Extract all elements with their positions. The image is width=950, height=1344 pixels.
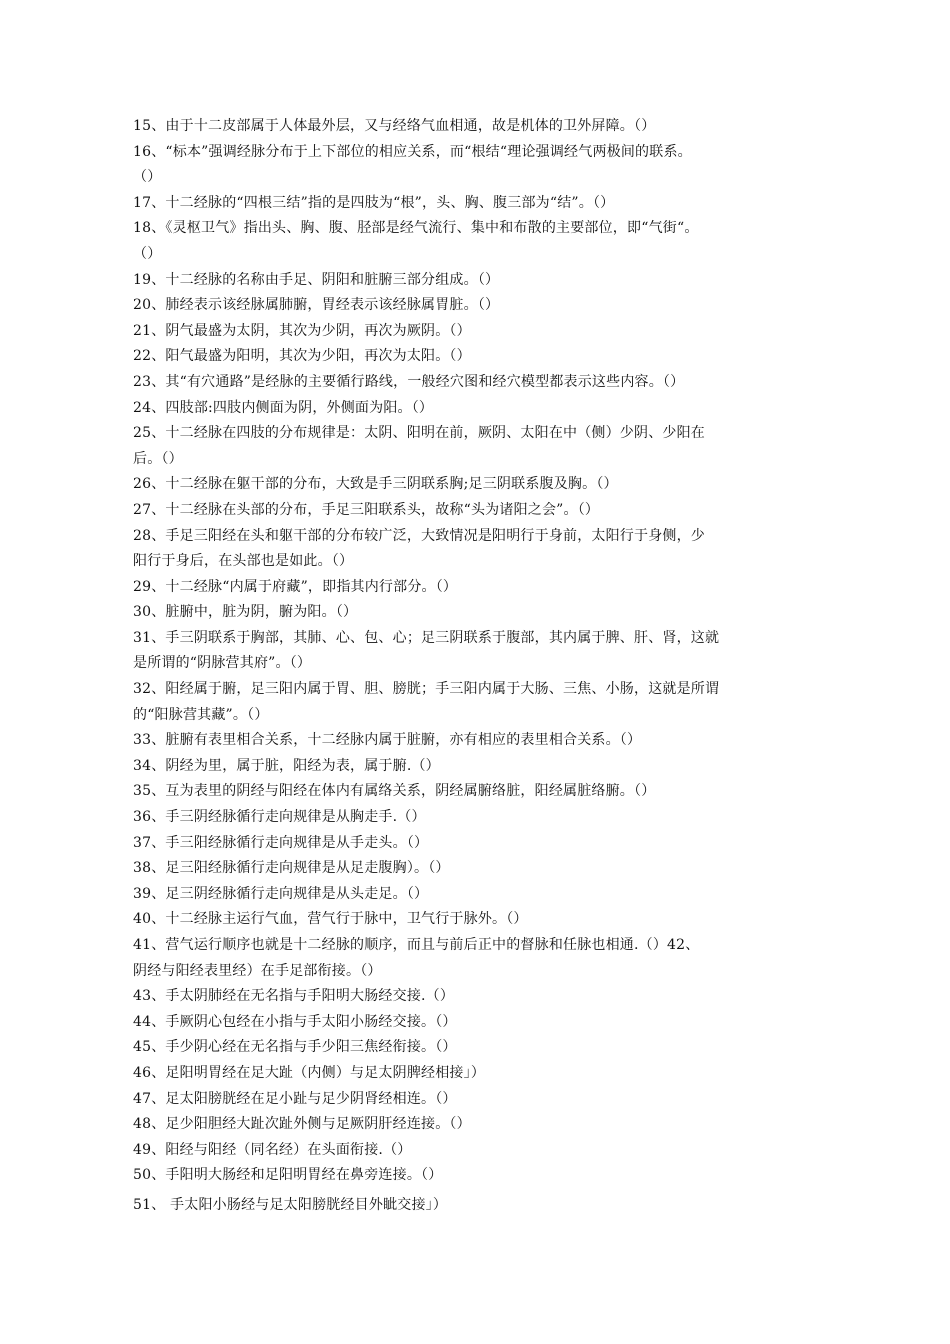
text-line: 阳行于身后，在头部也是如此。（） [133,553,354,570]
text-line: 17、十二经脉的“四根三结”指的是四肢为“根”，头、胸、腹三部为“结”。（） [133,194,615,211]
text-line: 阴经与阳经表里经）在手足部衔接。（） [133,962,382,979]
text-line: 29、十二经脉“内属于府藏”，即指其内行部分。（） [133,578,458,595]
text-line: 36、手三阴经脉循行走向规律是从胸走手.（） [133,809,426,826]
question-list [133,114,793,1219]
text-line: 28、手足三阳经在头和躯干部的分布较广泛，大致情况是阳明行于身前，太阳行于身侧，少 [133,527,706,544]
text-line: 40、十二经脉主运行气血，营气行于脉中，卫气行于脉外。（） [133,911,528,928]
text-line: 26、十二经脉在躯干部的分布，大致是手三阴联系胸;足三阴联系腹及胸。（） [133,476,618,493]
text-line: 49、阳经与阳经（同名经）在头面衔接.（） [133,1141,412,1158]
text-line: 31、手三阴联系于胸部，其肺、心、包、心；足三阴联系于腹部，其内属于脾、肝、肾，这就 [133,629,720,646]
text-line: 27、十二经脉在头部的分布，手足三阳联系头，故称“头为诸阳之会”。（） [133,501,600,518]
text-line: 41、营气运行顺序也就是十二经脉的顺序，而且与前后正中的督脉和任脉也相通.（）42、 [133,937,700,953]
text-line: 的“阳脉营其藏”。（） [133,706,269,723]
text-line: 44、手厥阴心包经在小指与手太阳小肠经交接。（） [133,1013,457,1030]
text-line: 18、《灵枢卫气》指出头、胸、腹、胫部是经气流行、集中和布散的主要部位，即“气街“。 [133,220,699,237]
text-line: 35、互为表里的阴经与阳经在体内有属络关系，阴经属腑络脏，阳经属脏络腑。（） [133,783,656,800]
text-line: 34、阴经为里，属于脏，阳经为表，属于腑.（） [133,757,440,774]
text-line: 19、十二经脉的名称由手足、阴阳和脏腑三部分组成。（） [133,271,500,288]
text-line: 24、四肢部:四肢内侧面为阴，外侧面为阳。（） [133,399,434,416]
text-line: 22、阳气最盛为阳明，其次为少阳，再次为太阳。（） [133,348,471,365]
text-line: （） [133,245,162,262]
text-line: 45、手少阴心经在无名指与手少阳三焦经衔接。（） [133,1039,457,1056]
text-line: 38、足三阳经脉循行走向规律是从足走腹胸）。（） [133,860,450,877]
text-line: 39、足三阴经脉循行走向规律是从头走足。（） [133,885,429,902]
text-line: 47、足太阳膀胱经在足小趾与足少阴肾经相连。（） [133,1090,457,1107]
text-line: 后。（） [133,450,183,467]
text-line: 23、其“有穴通路”是经脉的主要循行路线，一般经穴图和经穴模型都表示这些内容。（） [133,373,685,390]
text-line: 32、阳经属于腑，足三阳内属于胃、胆、膀胱；手三阳内属于大肠、三焦、小肠，这就是所谓 [133,681,720,698]
text-line: 30、脏腑中，脏为阴，腑为阳。（） [133,604,358,621]
text-line: 20、肺经表示该经脉属肺腑，胃经表示该经脉属胃脏。（） [133,297,500,314]
text-line: 是所谓的“阴脉营其府”。（） [133,655,312,672]
text-line: 25、十二经脉在四肢的分布规律是：太阴、阳明在前，厥阴、太阳在中（侧）少阴、少阳在 [133,425,706,442]
text-line: 48、足少阳胆经大趾次趾外侧与足厥阴肝经连接。（） [133,1116,471,1133]
text-line: 15、由于十二皮部属于人体最外层，又与经络气血相通，故是机体的卫外屏障。（） [133,118,656,134]
text-line: 46、足阳明胃经在足大趾（内侧）与足太阴脾经相接」） [133,1064,486,1081]
text-line: 16、“标本”强调经脉分布于上下部位的相应关系，而“根结“理论强调经气两极间的联系。 [133,143,692,160]
text-line: 50、手阳明大肠经和足阳明胃经在鼻旁连接。（） [133,1167,443,1184]
text-line: 51、 手太阳小肠经与足太阳膀胱经目外眦交接」） [133,1196,448,1213]
text-line: 37、手三阳经脉循行走向规律是从手走头。（） [133,834,429,851]
text-line: （） [133,169,162,186]
text-line: 21、阴气最盛为太阴，其次为少阴，再次为厥阴。（） [133,322,471,339]
text-line: 33、脏腑有表里相合关系，十二经脉内属于脏腑，亦有相应的表里相合关系。（） [133,732,642,749]
text-line: 43、手太阴肺经在无名指与手阳明大肠经交接.（） [133,988,455,1005]
